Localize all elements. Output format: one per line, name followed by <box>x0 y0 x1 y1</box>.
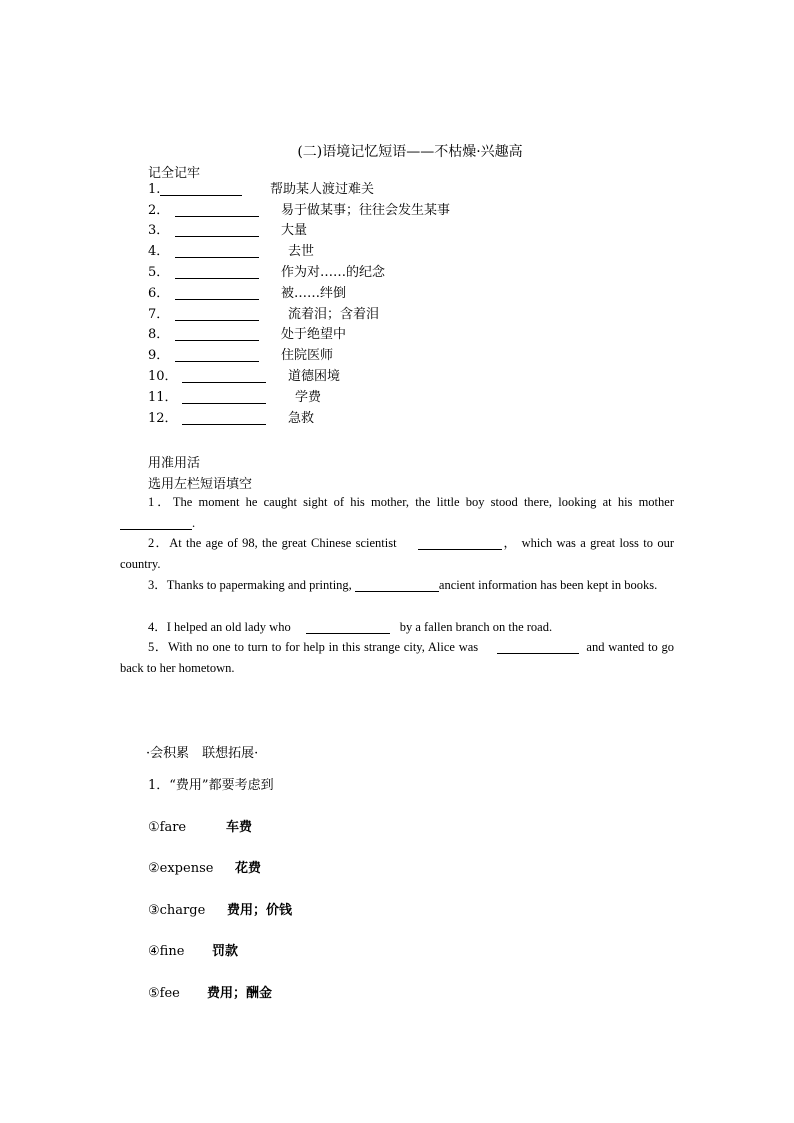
exercise-sentence <box>120 492 674 534</box>
vocab-meaning: 被……绊倒 <box>281 286 347 301</box>
vocab-meaning: 作为对……的纪念 <box>281 265 386 280</box>
word-item <box>148 816 252 835</box>
sentence-number: 3． <box>148 578 167 592</box>
exercise-sentence <box>120 533 674 575</box>
word-meaning: 费用；酬金 <box>207 986 273 1001</box>
answer-blank[interactable] <box>175 202 259 217</box>
sentence-text: At the age of 98, the great Chinese scientist <box>169 536 397 550</box>
sentence-text: With no one to turn to for help in this strange city, Alice was <box>168 640 479 654</box>
vocab-meaning: 帮助某人渡过难关 <box>270 182 375 197</box>
sentence-text: The moment he caught sight of his mother, the little boy stood there, looking at his mother <box>172 495 674 509</box>
exercise-sentence <box>120 575 674 596</box>
vocab-meaning: 住院医师 <box>281 348 334 363</box>
answer-blank[interactable] <box>175 306 259 321</box>
sentence-text: and wanted to go back to her hometown. <box>120 640 675 675</box>
vocab-item <box>148 409 548 429</box>
vocab-number: 7． <box>148 307 170 322</box>
vocab-item <box>148 346 548 366</box>
sentence-text: by a fallen branch on the road. <box>399 620 553 634</box>
word-meaning: 车费 <box>226 820 253 835</box>
answer-blank[interactable] <box>175 285 259 300</box>
vocab-item <box>148 367 548 387</box>
expand-heading: ·会积累 联想拓展· <box>146 746 259 761</box>
usage-subheading: 选用左栏短语填空 <box>148 477 253 492</box>
vocab-item <box>148 180 548 200</box>
vocab-meaning: 大量 <box>281 223 308 238</box>
word-meaning: 费用；价钱 <box>227 903 293 918</box>
vocab-meaning: 去世 <box>288 244 315 259</box>
sentence-number: 4． <box>148 620 167 634</box>
vocab-number: 1. <box>148 182 161 197</box>
vocab-number: 2． <box>148 203 170 218</box>
vocab-number: 11． <box>148 390 178 405</box>
vocab-number: 12． <box>148 411 178 426</box>
answer-blank[interactable] <box>175 222 259 237</box>
answer-blank[interactable] <box>306 619 390 634</box>
vocab-item <box>148 221 548 241</box>
vocab-meaning: 急救 <box>288 411 315 426</box>
sentence-number: 1． <box>148 495 173 509</box>
vocab-number: 3． <box>148 223 170 238</box>
answer-blank[interactable] <box>182 410 266 425</box>
vocab-number: 6． <box>148 286 170 301</box>
vocab-item <box>148 263 548 283</box>
word-meaning: 罚款 <box>212 944 239 959</box>
word-item <box>148 857 261 876</box>
vocab-meaning: 易于做某事；往往会发生某事 <box>281 203 451 218</box>
answer-blank[interactable] <box>160 181 242 196</box>
answer-blank[interactable] <box>418 535 502 550</box>
answer-blank[interactable] <box>182 368 266 383</box>
sentence-text: Thanks to papermaking and printing, <box>166 578 352 592</box>
vocab-item <box>148 305 548 325</box>
vocab-meaning: 道德困境 <box>288 369 341 384</box>
answer-blank[interactable] <box>175 243 259 258</box>
sentence-text: . <box>192 516 196 530</box>
word-meaning: 花费 <box>235 861 262 876</box>
vocab-number: 9． <box>148 348 170 363</box>
vocab-item <box>148 388 548 408</box>
memory-heading: 记全记牢 <box>148 166 201 181</box>
sentence-number: 5． <box>148 640 168 654</box>
word-item <box>148 899 292 918</box>
sentence-number: 2． <box>148 536 170 550</box>
word-term: ③charge <box>148 903 206 918</box>
sentence-text: ancient information has been kept in books. <box>438 578 658 592</box>
sentence-text: I helped an old lady who <box>166 620 291 634</box>
vocab-item <box>148 284 548 304</box>
answer-blank[interactable] <box>175 326 259 341</box>
expand-point: 1．“费用”都要考虑到 <box>148 778 274 793</box>
word-item <box>148 982 272 1001</box>
answer-blank[interactable] <box>355 577 439 592</box>
vocab-number: 10． <box>148 369 178 384</box>
vocab-number: 5． <box>148 265 170 280</box>
usage-heading: 用准用活 <box>148 456 201 471</box>
vocab-item <box>148 201 548 221</box>
vocab-item <box>148 242 548 262</box>
word-term: ④fine <box>148 944 185 959</box>
answer-blank[interactable] <box>175 264 259 279</box>
vocab-meaning: 学费 <box>295 390 322 405</box>
answer-blank[interactable] <box>182 389 266 404</box>
exercise-sentence <box>120 637 674 679</box>
answer-blank[interactable] <box>120 515 192 530</box>
word-item <box>148 940 238 959</box>
vocab-item <box>148 325 548 345</box>
vocab-number: 8． <box>148 327 170 342</box>
word-term: ②expense <box>148 861 214 876</box>
answer-blank[interactable] <box>497 639 579 654</box>
vocab-number: 4． <box>148 244 170 259</box>
vocab-meaning: 流着泪；含着泪 <box>288 307 380 322</box>
word-term: ①fare <box>148 820 187 835</box>
answer-blank[interactable] <box>175 347 259 362</box>
vocab-meaning: 处于绝望中 <box>281 327 347 342</box>
section-title: (二)语境记忆短语——不枯燥·兴趣高 <box>297 144 523 160</box>
word-term: ⑤fee <box>148 986 180 1001</box>
sentence-text: ， which was a great loss to our country. <box>120 536 674 571</box>
exercise-sentence <box>120 617 674 638</box>
